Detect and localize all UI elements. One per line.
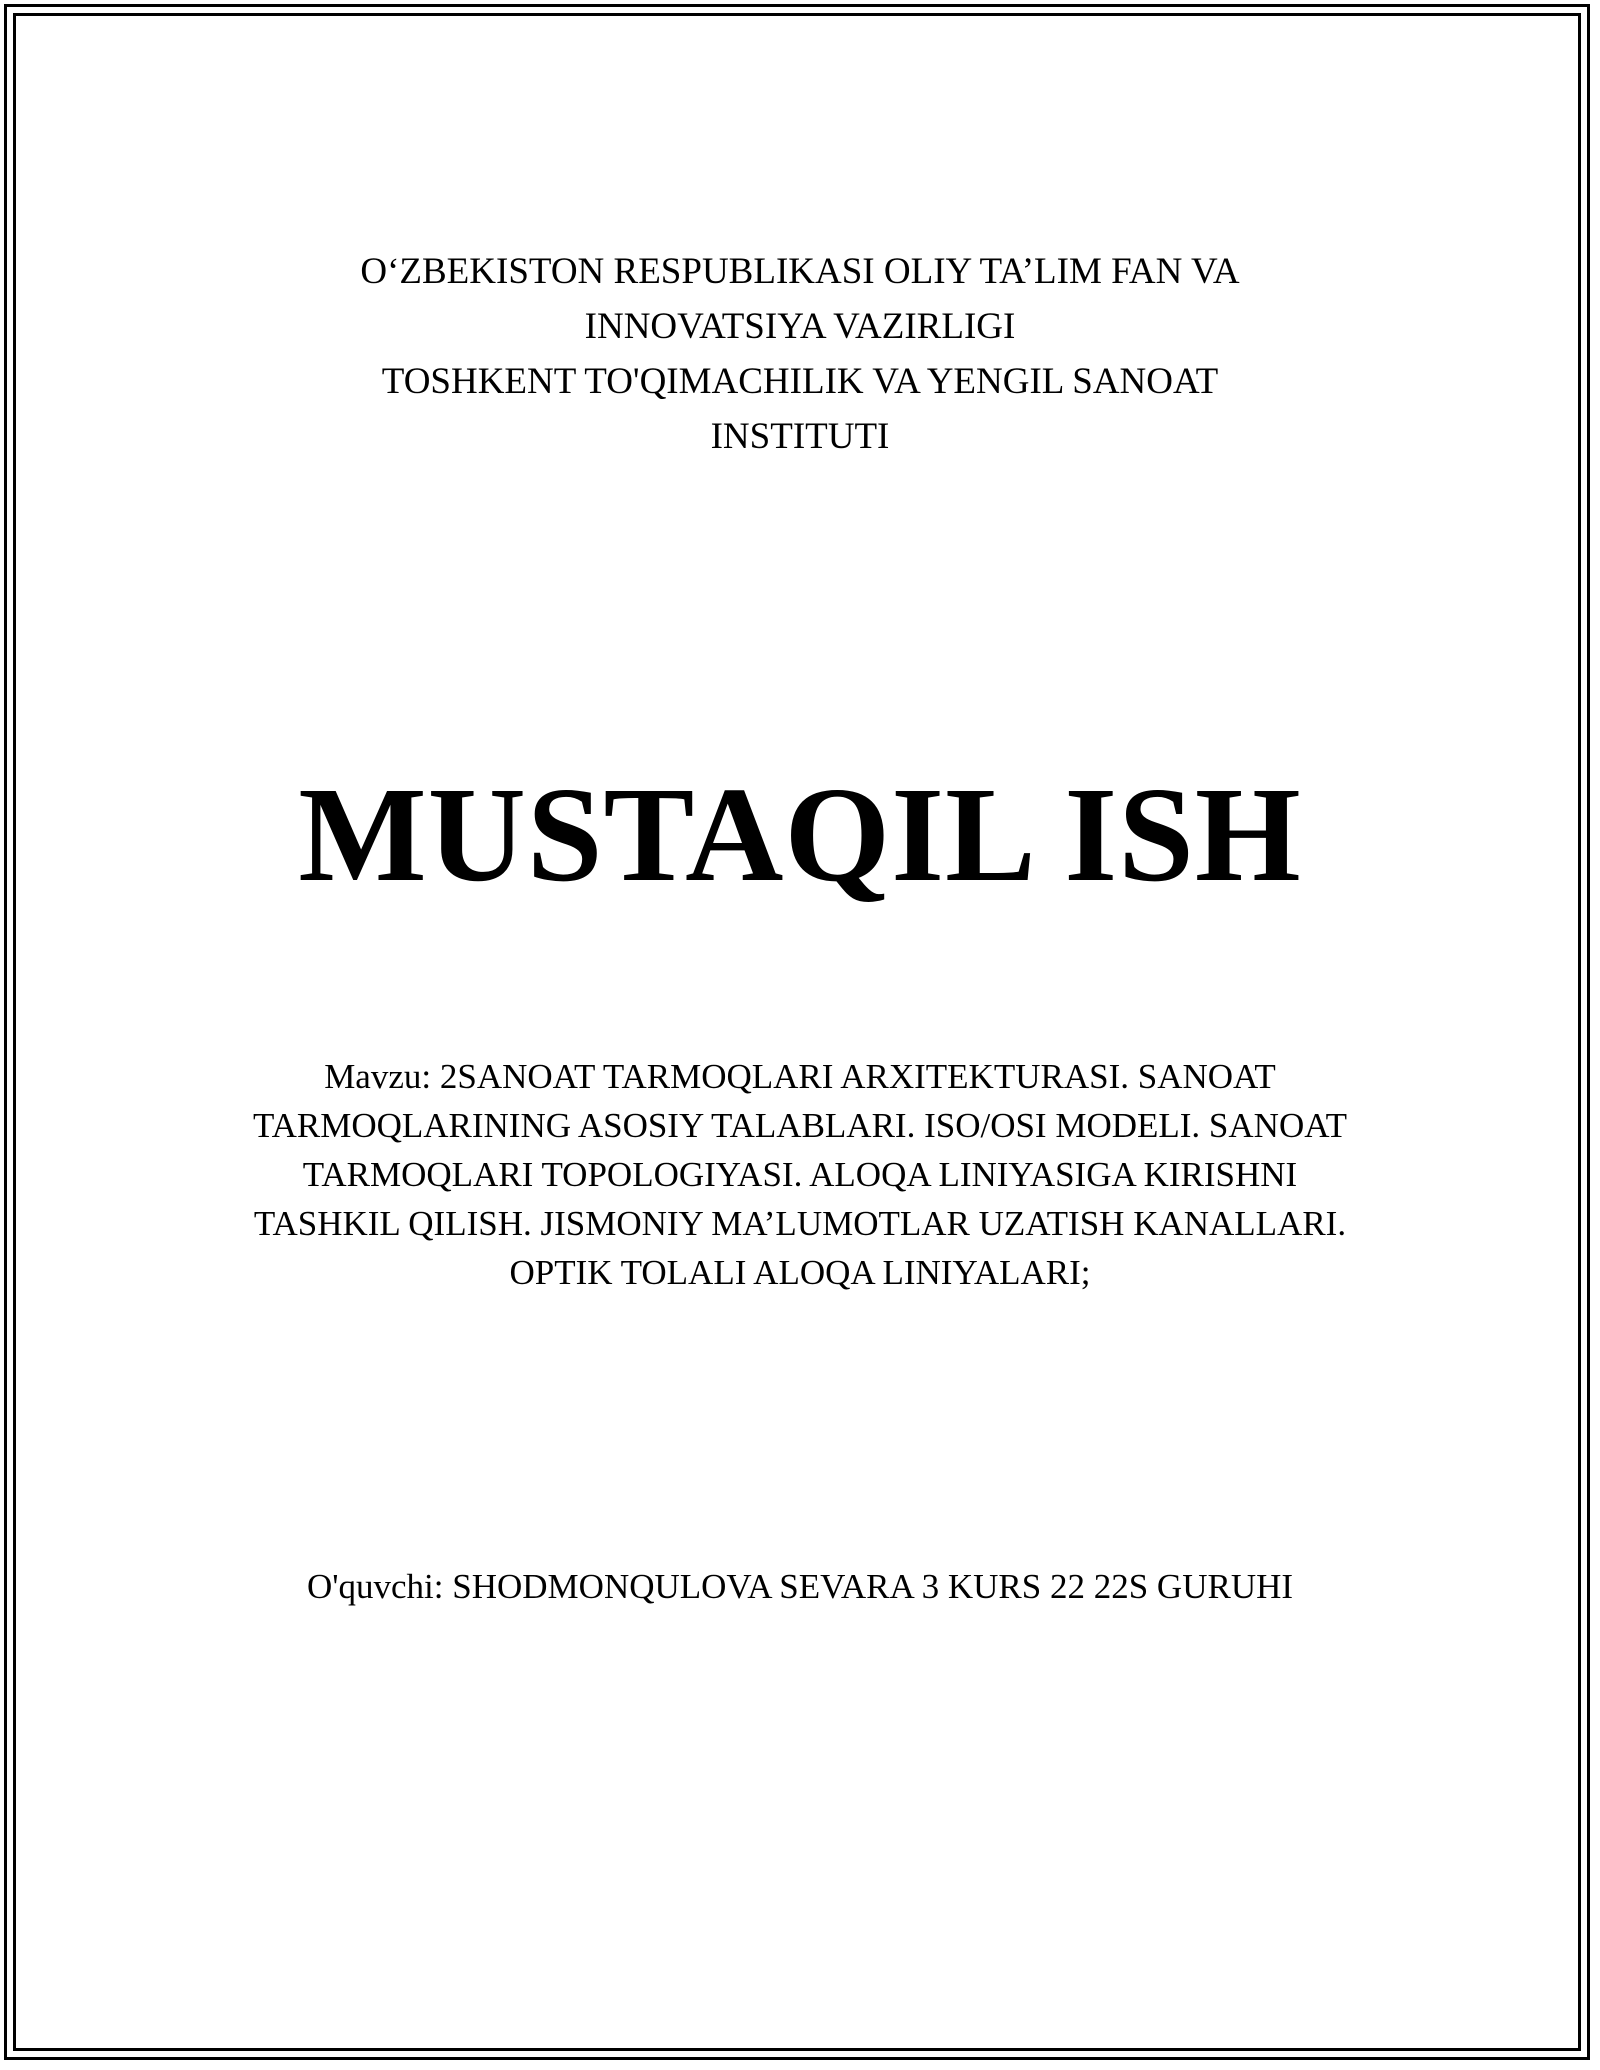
header-line: INSTITUTI (710, 416, 890, 457)
header-line: O‘ZBEKISTON RESPUBLIKASI OLIY TA’LIM FAN VA (360, 251, 1240, 292)
student-info: O'quvchi: SHODMONQULOVA SEVARA 3 KURS 22 22S GURUHI (306, 1567, 1294, 1606)
ministry-header (0, 244, 1600, 464)
document-title: MUSTAQIL ISH (298, 760, 1302, 910)
topic-text: Mavzu: 2SANOAT TARMOQLARI ARXITEKTURASI. SANOAT TARMOQLARINING ASOSIY TALABLARI. ISO/OSI MODELI. SANOAT TARMOQLARI TOPOLOGIYASI. ALOQA LINIYASIGA KIRISHNI TASHKIL QILISH. JISMONIY MA’LUMOTLAR UZATISH KANALLARI. OPTIK TOLALI ALOQA LINIYALARI; (253, 1057, 1347, 1292)
header-line: TOSHKENT TO'QIMACHILIK VA YENGIL SANOAT (381, 361, 1219, 402)
header-line: INNOVATSIYA VAZIRLIGI (584, 306, 1016, 347)
